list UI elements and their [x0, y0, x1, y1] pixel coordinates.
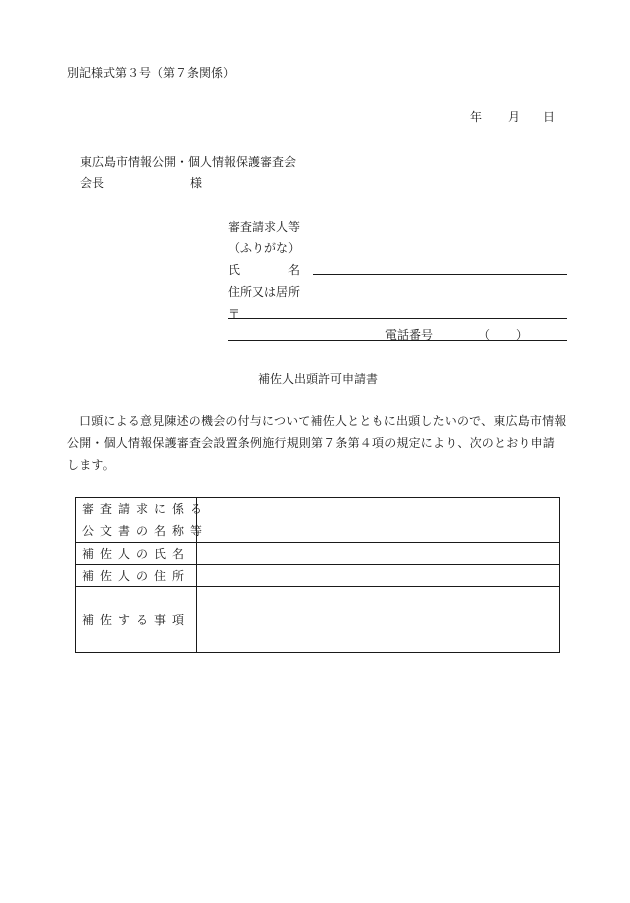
assistant-name-label: 補佐人の氏名 — [76, 543, 197, 565]
phone-open-paren: （ — [478, 328, 491, 342]
name-label-first-char: 氏 — [228, 263, 241, 277]
address-label: 住所又は居所 — [228, 285, 301, 299]
table-row — [76, 543, 560, 565]
table-row — [76, 498, 560, 543]
name-label-second-char: 名 — [288, 263, 301, 277]
table-row — [76, 565, 560, 587]
document-name-label — [76, 498, 209, 543]
recipient-honorific: 様 — [190, 176, 203, 190]
assistance-matters-label: 補佐する事項 — [76, 587, 197, 653]
recipient-council: 東広島市情報公開・個人情報保護審査会 — [80, 155, 297, 169]
furigana-label: （ふりがな） — [228, 241, 301, 255]
form-label: 別記様式第３号（第７条関係） — [67, 66, 236, 80]
assistance-matters-field[interactable] — [197, 587, 560, 653]
document-name-label-line1: 審査請求に係る — [82, 502, 209, 516]
assistant-address-field[interactable] — [197, 565, 560, 587]
body-paragraph: 口頭による意見陳述の機会の付与について補佐人とともに出頭したいので、東広島市情報公開・個人情報保護審査会設置条例施行規則第７条第４項の規定により、次のとおり申請します。 — [67, 414, 567, 472]
assistant-address-label: 補佐人の住所 — [76, 565, 197, 587]
phone-entry-line[interactable] — [228, 340, 567, 341]
date-year-label: 年 — [470, 110, 483, 124]
document-title: 補佐人出頭許可申請書 — [258, 372, 379, 386]
address-entry-line[interactable] — [228, 318, 567, 319]
postal-mark: 〒 — [228, 307, 241, 321]
recipient-chair: 会長 — [80, 176, 105, 190]
detail-table — [75, 497, 560, 653]
document-name-field[interactable] — [197, 498, 560, 543]
phone-label: 電話番号 — [385, 328, 434, 342]
document-name-label-line2: 公文書の名称等 — [82, 524, 209, 538]
assistant-name-field[interactable] — [197, 543, 560, 565]
table-row — [76, 587, 560, 653]
name-entry-line[interactable] — [313, 274, 567, 275]
date-day-label: 日 — [543, 110, 556, 124]
phone-close-paren: ） — [516, 328, 529, 342]
applicant-heading: 審査請求人等 — [228, 220, 301, 234]
date-month-label: 月 — [508, 110, 521, 124]
